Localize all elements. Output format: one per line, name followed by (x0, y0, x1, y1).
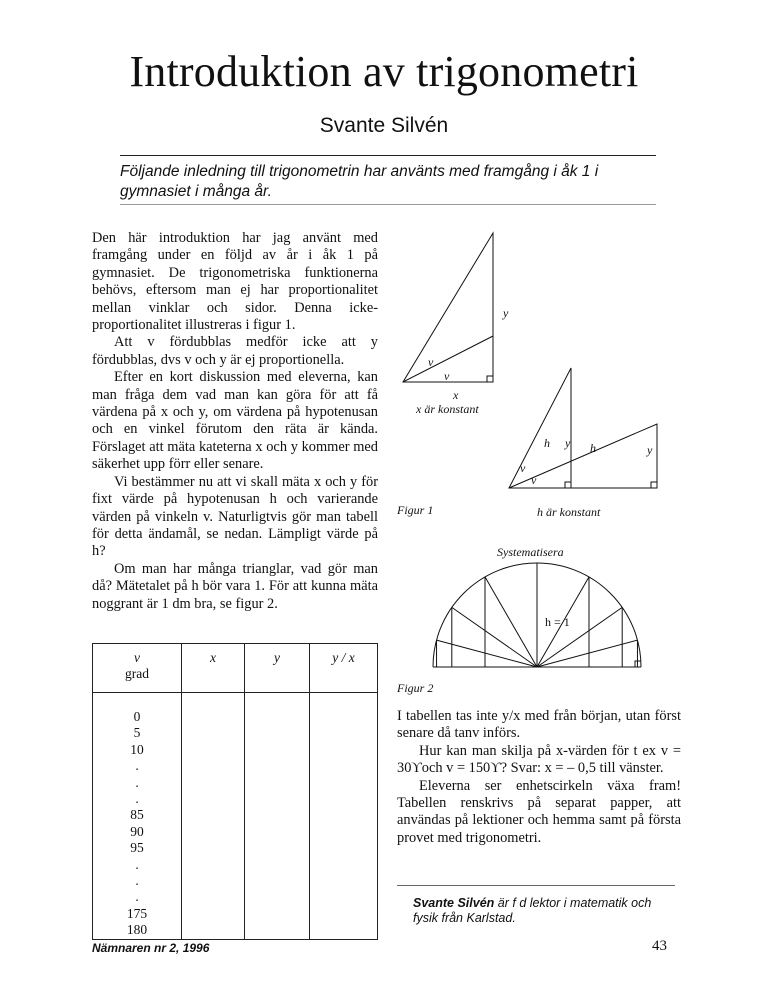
figure1-triangle-x-constant (403, 233, 493, 382)
table-header-y: y (245, 644, 310, 693)
bio-rule (397, 885, 675, 886)
v-value: . (135, 889, 139, 905)
author-name: Svante Silvén (319, 114, 449, 137)
paragraph: Eleverna ser enhetscirkeln växa fram! Tabellen renskrivs på separat papper, att användas på lektioner och hemma samt på första provet med trigonometri. (397, 777, 681, 846)
table-header-yx: y / x (310, 644, 378, 693)
paragraph: Den här introduktion har jag använt med framgång under en följd av år i åk 1 på gymnasiet. De trigonometriska funktionerna behövs, eftersom man ej har proportionalitet mellan vinklar och sidor. Denna icke-proportionalitet illustreras i figur 1. (92, 230, 378, 334)
label-v: v (444, 369, 450, 383)
paragraph: I tabellen tas inte y/x med från början, utan först senare då tanv införs. (397, 708, 681, 742)
v-value: 10 (130, 741, 144, 757)
radius-line (485, 577, 537, 667)
label-x-constant: x är konstant (416, 402, 479, 416)
journal-footer: Nämnaren nr 2, 1996 (92, 941, 210, 955)
label-x: x (453, 388, 459, 402)
v-value: . (135, 791, 139, 807)
figure1-caption: Figur 1 (397, 503, 434, 517)
figure2-unit-semicircle (433, 563, 641, 667)
label-h: h (590, 441, 596, 455)
v-value: 85 (130, 807, 144, 823)
bio-name: Svante Silvén (413, 896, 495, 910)
label-h-constant: h är konstant (537, 505, 601, 519)
v-value: 180 (126, 922, 148, 938)
article-title: Introduktion av trigonometri (129, 47, 639, 96)
label-v: v (520, 461, 526, 475)
v-value: 0 (133, 709, 141, 724)
label-h-equals-1: h = 1 (545, 615, 570, 629)
lead-paragraph: Följande inledning till trigonometrin har använts med framgång i åk 1 i gymnasiet i många år. (120, 163, 599, 200)
label-v: v (531, 473, 537, 487)
v-value: 5 (133, 725, 141, 741)
figure2-heading: Systematisera (497, 545, 564, 559)
author-bio (413, 896, 675, 926)
page-number: 43 (652, 938, 667, 954)
v-value: . (135, 758, 139, 774)
v-value: 95 (130, 840, 144, 856)
table-header-x: x (182, 644, 245, 693)
v-value: . (135, 774, 139, 790)
paragraph: Att v fördubblas medför icke att y fördubblas, dvs v och y är ej proportionella. (92, 334, 378, 368)
table-header-unit: grad (125, 666, 149, 681)
label-v: v (428, 355, 434, 369)
v-value: 175 (126, 905, 148, 921)
label-y: y (647, 443, 653, 457)
v-value: 90 (130, 823, 144, 839)
paragraph: Hur kan man skilja på x-värden för t ex v = 30ϒoch v = 150ϒ? Svar: x = – 0,5 till vänster. (397, 742, 681, 777)
figure1-triangles-h-constant (509, 368, 657, 488)
figure2-caption: Figur 2 (397, 681, 434, 695)
bio-text: är f d lektor i matematik och fysik från Karlstad. (413, 896, 652, 925)
v-value: . (135, 856, 139, 872)
table-header-v: v grad (93, 644, 182, 693)
body-column-right (397, 708, 681, 847)
label-y: y (503, 306, 509, 320)
paragraph: Efter en kort diskussion med eleverna, kan man fråga dem vad man kan göra för att få värdena på x och y, om värdena på hypotenusan och en vinkel förutom den räta är kända. Förslaget att mäta kateterna x och y kommer med säkerhet upp förr eller senare. (92, 369, 378, 473)
v-value: . (135, 873, 139, 889)
paragraph: Vi bestämmer nu att vi skall mäta x och y för fixt värde på hypotenusan h och varierande värden på vinkeln v. Naturligtvis gör man tabell för detta ändamål, se nedan. Lämpligt värde på h? (92, 473, 378, 560)
paragraph: Om man har många trianglar, vad gör man då? Mätetalet på h bör vara 1. För att kunna mäta noggrant är 1 dm bra, se figur 2. (92, 560, 378, 612)
right-angle-mark (635, 661, 641, 667)
label-h: h (544, 436, 550, 450)
label-y: y (565, 436, 571, 450)
radius-line (452, 607, 537, 667)
